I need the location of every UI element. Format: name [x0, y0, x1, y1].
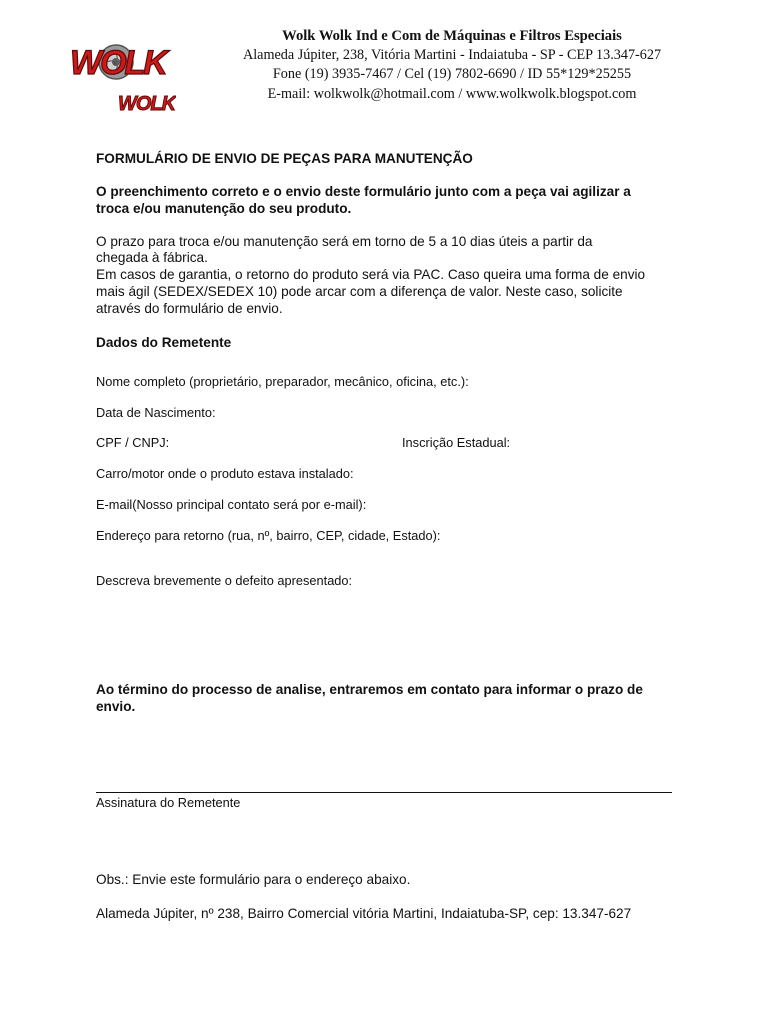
obs-note: Obs.: Envie este formulário para o endereço abaixo.	[96, 872, 411, 887]
garantia-line-3: através do formulário de envio.	[96, 301, 283, 316]
prazo-line-1: O prazo para troca e/ou manutenção será em torno de 5 a 10 dias úteis a partir da	[96, 234, 593, 249]
field-carro-label: Carro/motor onde o produto estava instalado:	[96, 466, 354, 481]
field-email-label: E-mail(Nosso principal contato será por e-mail):	[96, 497, 367, 512]
logo-text-main: WOLK	[70, 44, 166, 82]
final-address: Alameda Júpiter, nº 238, Bairro Comercial vitória Martini, Indaiatuba-SP, cep: 13.347-627	[96, 906, 632, 921]
company-header	[232, 27, 672, 104]
field-nome-label: Nome completo (proprietário, preparador, mecânico, oficina, etc.):	[96, 374, 469, 389]
intro-line-1: O preenchimento correto e o envio deste formulário junto com a peça vai agilizar a	[96, 184, 631, 199]
field-nascimento-label: Data de Nascimento:	[96, 405, 216, 420]
field-defeito-label: Descreva brevemente o defeito apresentado:	[96, 573, 353, 588]
closing-line-2: envio.	[96, 699, 136, 714]
form-title: FORMULÁRIO DE ENVIO DE PEÇAS PARA MANUTENÇÃO	[96, 151, 473, 166]
prazo-line-2: chegada à fábrica.	[96, 250, 208, 265]
company-address: Alameda Júpiter, 238, Vitória Martini - Indaiatuba - SP - CEP 13.347-627	[242, 47, 662, 64]
company-email: E-mail: wolkwolk@hotmail.com / www.wolkwolk.blogspot.com	[267, 85, 637, 102]
field-inscricao-label: Inscrição Estadual:	[402, 435, 511, 450]
intro-line-2: troca e/ou manutenção do seu produto.	[96, 201, 352, 216]
company-phone: Fone (19) 3935-7467 / Cel (19) 7802-6690 / ID 55*129*25255	[272, 66, 632, 83]
closing-line-1: Ao término do processo de analise, entraremos em contato para informar o prazo de	[96, 682, 643, 697]
logo-text-sub: WOLK	[118, 93, 176, 115]
section-title: Dados do Remetente	[96, 335, 232, 350]
field-endereco-label: Endereço para retorno (rua, nº, bairro, CEP, cidade, Estado):	[96, 528, 441, 543]
wolk-logo	[68, 24, 176, 116]
garantia-line-1: Em casos de garantia, o retorno do produto será via PAC. Caso queira uma forma de envio	[96, 267, 646, 282]
signature-label: Assinatura do Remetente	[96, 795, 241, 810]
company-name: Wolk Wolk Ind e Com de Máquinas e Filtros Especiais	[282, 28, 622, 44]
garantia-line-2: mais ágil (SEDEX/SEDEX 10) pode arcar com a diferença de valor. Neste caso, solicite	[96, 284, 623, 299]
field-cpf-label: CPF / CNPJ:	[96, 435, 170, 450]
signature-line	[96, 792, 672, 793]
